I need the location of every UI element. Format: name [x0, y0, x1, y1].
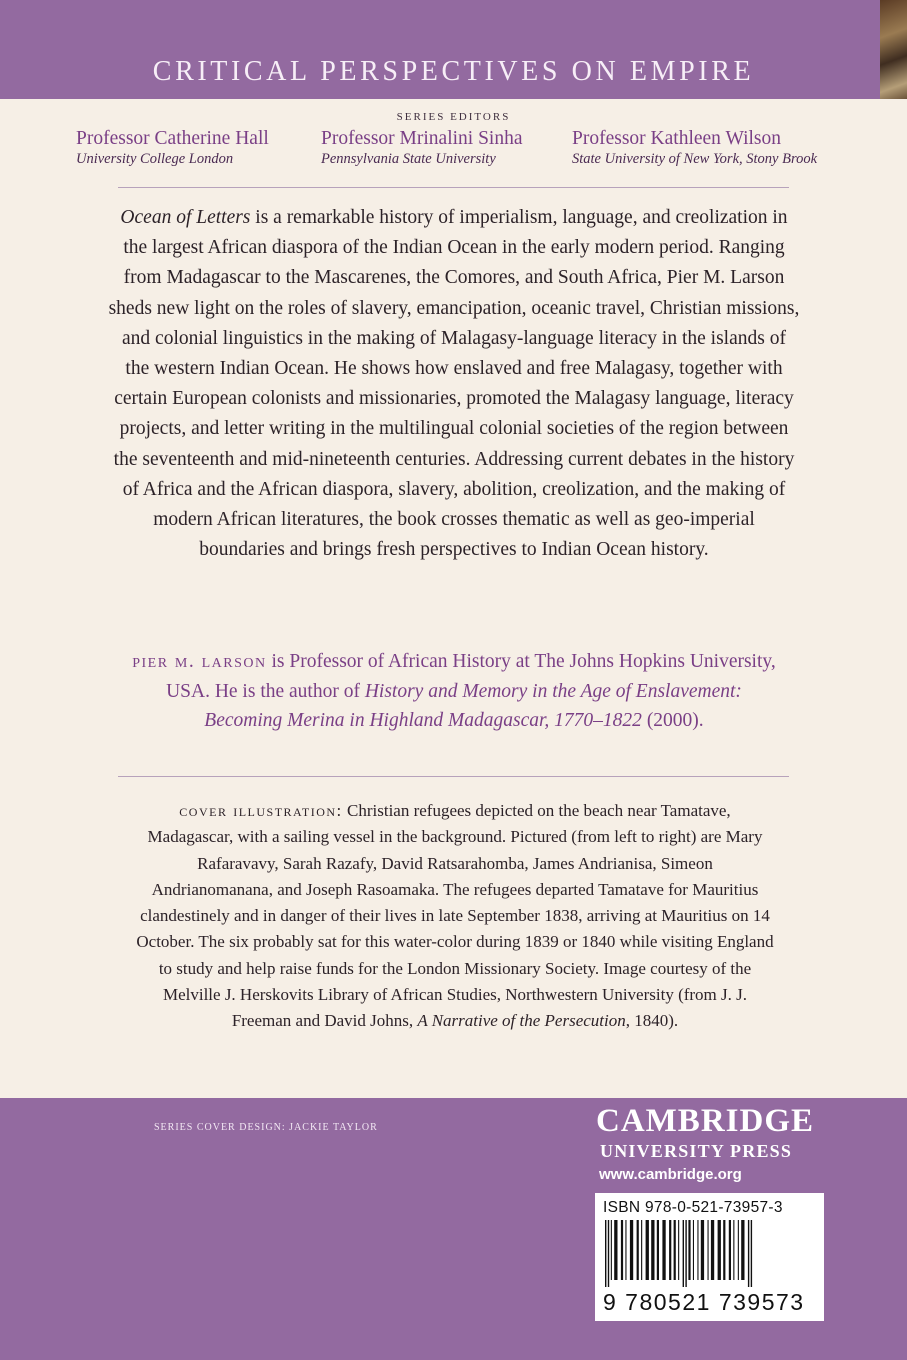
- publisher-logo-name: CAMBRIDGE: [596, 1103, 815, 1139]
- cover-illustration-note: [135, 798, 775, 1035]
- editor-affiliation: Pennsylvania State University: [321, 151, 496, 167]
- barcode-bar: [605, 1220, 606, 1287]
- bio-text: is Professor of African History at The Johns Hopkins University, USA. He is the author of: [166, 651, 776, 702]
- barcode-bar: [641, 1220, 642, 1280]
- barcode-bar: [738, 1220, 739, 1280]
- barcode-bar: [751, 1220, 752, 1287]
- publisher-logo-press: UNIVERSITY PRESS: [600, 1141, 793, 1161]
- barcode-bar: [637, 1220, 639, 1280]
- barcode-bar: [733, 1220, 734, 1280]
- barcode-bars: [601, 1220, 818, 1287]
- barcode-bar: [662, 1220, 665, 1280]
- barcode-bar: [651, 1220, 654, 1280]
- editor-name: Professor Catherine Hall: [76, 128, 269, 149]
- barcode-bar: [688, 1220, 690, 1280]
- barcode-bar: [708, 1220, 709, 1280]
- barcode-bar: [723, 1220, 725, 1280]
- barcode-bar: [741, 1220, 744, 1280]
- barcode-bar: [683, 1220, 684, 1287]
- description-text: is a remarkable history of imperialism, language, and creolization in the largest African diaspora of the Indian Ocean in the early modern period. Ranging from Madagascar to the Mascarenes, the Comores, and South Africa, Pier M. Larson sheds new light on the roles of slavery, emancipation, oceanic travel, Christian missions, and colonial linguistics in the making of Malagasy-language literacy in the islands of the western Indian Ocean. He shows how enslaved and free Malagasy, together with certain European colonists and missionaries, promoted the Malagasy language, literacy projects, and letter writing in the multilingual colonial societies of the region between the seventeenth and mid-nineteenth centuries. Addressing current debates in the history of Africa and the African diaspora, slavery, abolition, creolization, and the making of modern African literatures, the book crosses thematic as well as geo-imperial boundaries and brings fresh perspectives to Indian Ocean history.: [108, 207, 800, 561]
- illustration-text-end: , 1840).: [625, 1011, 679, 1031]
- barcode-bar: [608, 1220, 609, 1287]
- isbn-barcode: [595, 1193, 824, 1321]
- barcode-bar: [625, 1220, 626, 1280]
- series-editor-sinha: [321, 128, 522, 168]
- barcode-bar: [729, 1220, 731, 1280]
- previous-book-title: History and Memory in the Age of Enslavement: Becoming Merina in Highland Madagascar, 1770–1822: [204, 680, 742, 731]
- barcode-bar: [614, 1220, 617, 1280]
- editor-name: Professor Kathleen Wilson: [572, 128, 781, 149]
- cover-art-edge: [880, 0, 907, 99]
- barcode-bar: [748, 1220, 749, 1287]
- barcode-bar: [669, 1220, 671, 1280]
- barcode-bar: [697, 1220, 698, 1280]
- barcode-bar: [657, 1220, 659, 1280]
- publisher-url: www.cambridge.org: [599, 1166, 742, 1183]
- barcode-bar: [646, 1220, 649, 1280]
- barcode-bar: [711, 1220, 714, 1280]
- barcode-bar: [611, 1220, 612, 1280]
- barcode-bar: [693, 1220, 694, 1280]
- illustration-text: Christian refugees depicted on the beach near Tamatave, Madagascar, with a sailing vessel in the background. Pictured (from left to right) are Mary Rafaravavy, Sarah Razafy, David Ratsarahomba, James Andrianisa, Simeon Andrianomanana, and Joseph Rasoamaka. The refugees departed Tamatave for Mauritius clandestinely and in danger of their lives in late September 1838, arriving at Mauritius on 14 October. The six probably sat for this water-color during 1839 or 1840 while visiting England to study and help raise funds for the London Missionary Society. Image courtesy of the Melville J. Herskovits Library of African Studies, Northwestern University (from J. J. Freeman and David Johns,: [136, 801, 774, 1031]
- book-description: [108, 203, 800, 565]
- source-title: A Narrative of the Persecution: [417, 1011, 626, 1031]
- author-name: pier m. larson: [132, 651, 267, 672]
- barcode-bar: [678, 1220, 679, 1280]
- series-design-credit: SERIES COVER DESIGN: JACKIE TAYLOR: [154, 1122, 378, 1133]
- cover-illustration-label: cover illustration:: [179, 801, 343, 820]
- editor-affiliation: University College London: [76, 151, 234, 167]
- author-bio: [130, 647, 778, 736]
- barcode-bar: [718, 1220, 721, 1280]
- series-editor-hall: [76, 128, 269, 168]
- editor-name: Professor Mrinalini Sinha: [321, 128, 523, 149]
- barcode-bar: [674, 1220, 676, 1280]
- barcode-digits: 9 780521 739573: [603, 1289, 805, 1315]
- series-editor-wilson: [572, 128, 817, 168]
- editor-affiliation: State University of New York, Stony Brook: [572, 151, 817, 167]
- divider-rule: [118, 776, 789, 777]
- isbn-text: ISBN 978-0-521-73957-3: [603, 1199, 783, 1216]
- barcode-bar: [701, 1220, 704, 1280]
- series-editors-label: SERIES EDITORS: [396, 111, 511, 123]
- series-title: CRITICAL PERSPECTIVES ON EMPIRE: [152, 56, 755, 87]
- barcode-bar: [685, 1220, 686, 1287]
- bio-text-end: (2000).: [641, 710, 704, 731]
- barcode-bar: [630, 1220, 633, 1280]
- book-title: Ocean of Letters: [120, 207, 251, 228]
- barcode-bar: [621, 1220, 623, 1280]
- divider-rule: [118, 187, 789, 188]
